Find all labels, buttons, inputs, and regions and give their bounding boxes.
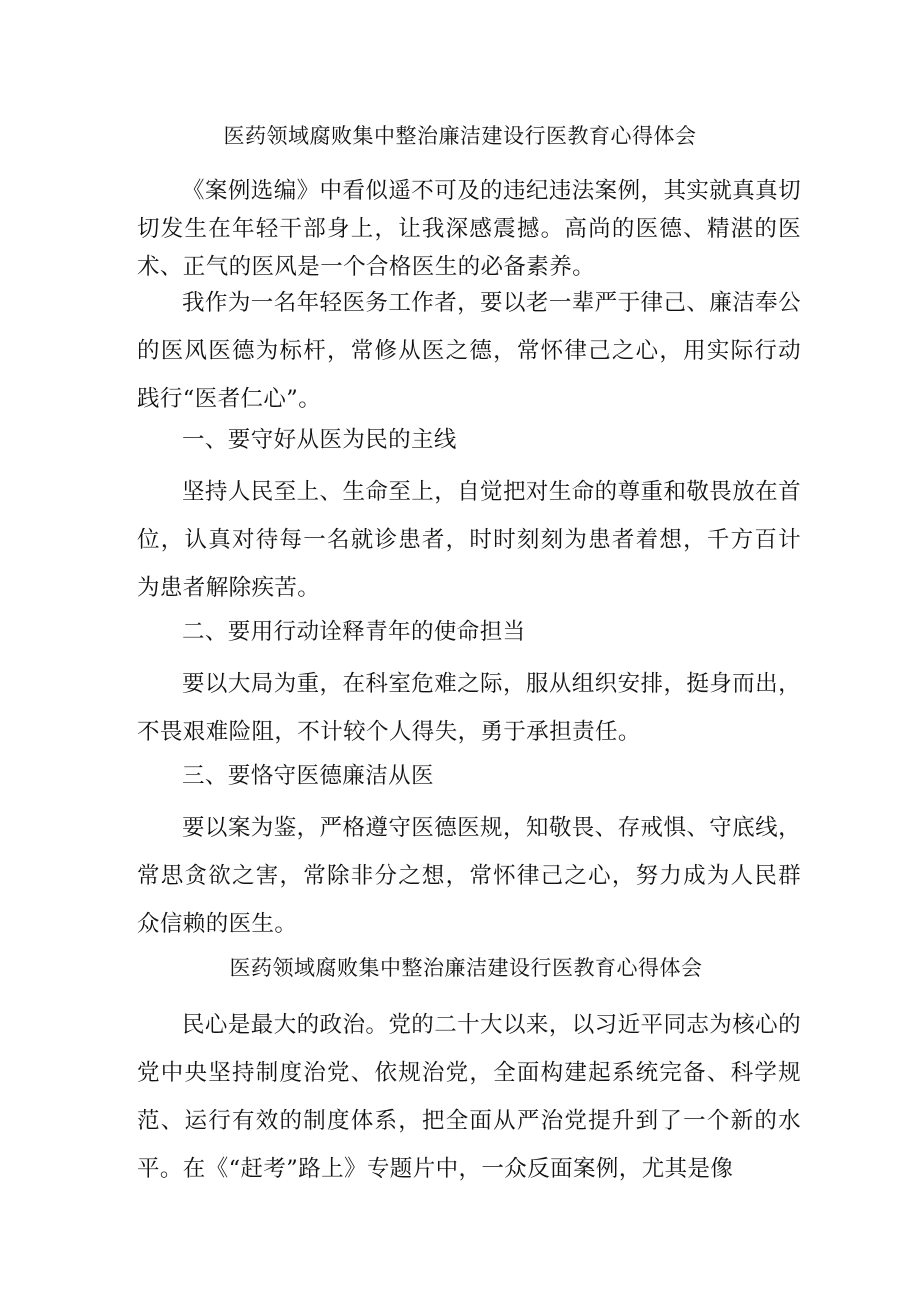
paragraph-section-1: 坚持人民至上、生命至上，自觉把对生命的尊重和敬畏放在首位，认真对待每一名就诊患者，时时刻刻为患者着想，千方百计为患者解除疾苦。 xyxy=(137,479,801,601)
document-title-second: 医药领域腐败集中整治廉洁建设行医教育心得体会 xyxy=(229,956,703,980)
document-title: 医药领域腐败集中整治廉洁建设行医教育心得体会 xyxy=(223,124,697,148)
section-heading-3: 三、要恪守医德廉洁从医 xyxy=(182,763,434,789)
paragraph-section-2: 要以大局为重，在科室危难之际，服从组织安排，挺身而出，不畏艰难险阻，不计较个人得失，勇于承担责任。 xyxy=(137,671,801,745)
section-heading-1: 一、要守好从医为民的主线 xyxy=(182,427,457,453)
paragraph-intro: 《案例选编》中看似遥不可及的违纪违法案例，其实就真真切切发生在年轻干部身上，让我深感震撼。高尚的医德、精湛的医术、正气的医风是一个合格医生的必备素养。 xyxy=(137,178,801,280)
paragraph-commitment: 我作为一名年轻医务工作者，要以老一辈严于律己、廉洁奉公的医风医德为标杆，常修从医之德，常怀律己之心，用实际行动践行“医者仁心”。 xyxy=(137,290,801,412)
paragraph-section-3: 要以案为鉴，严格遵守医德医规，知敬畏、存戒惧、守底线，常思贪欲之害，常除非分之想，常怀律己之心，努力成为人民群众信赖的医生。 xyxy=(137,815,801,937)
paragraph-second-intro: 民心是最大的政治。党的二十大以来，以习近平同志为核心的党中央坚持制度治党、依规治党，全面构建起系统完备、科学规范、运行有效的制度体系，把全面从严治党提升到了一个新的水平。在《“赶考”路上》专题片中，一众反面案例，尤其是像 xyxy=(137,1012,801,1182)
section-heading-2: 二、要用行动诠释青年的使命担当 xyxy=(182,619,526,645)
